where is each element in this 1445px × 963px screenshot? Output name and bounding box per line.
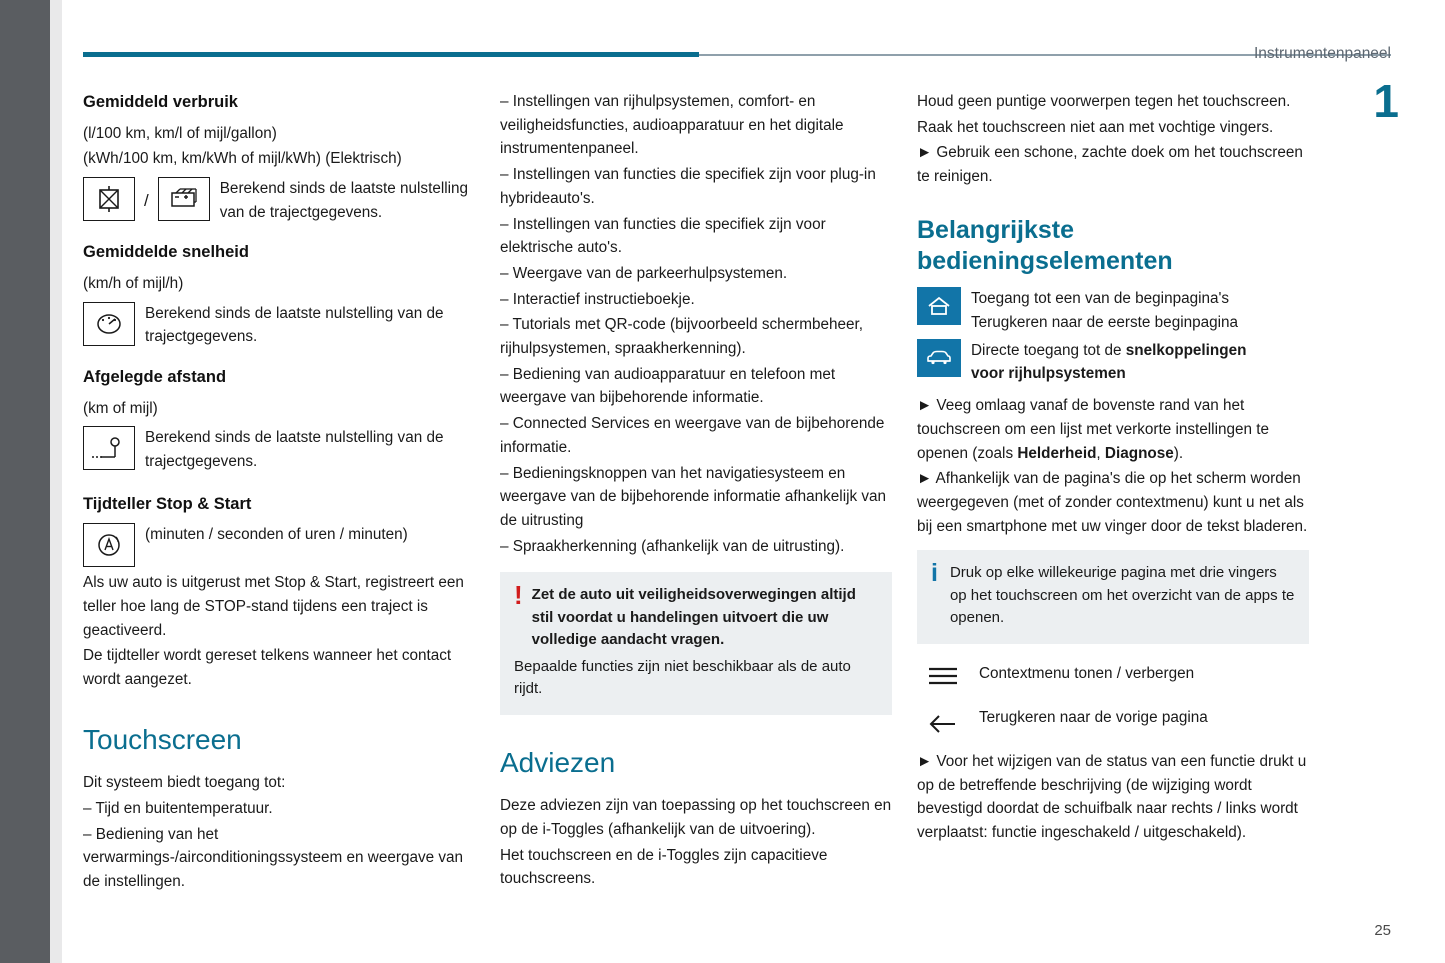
ts-list-item-8: – Bedieningsknoppen van het navigatiesysteem en weergave van de bijbehorende informatie afhankelijk van de uitrusting xyxy=(500,464,887,529)
car-line-2-bold: voor rijhulpsystemen xyxy=(971,365,1126,383)
ts-list-item-9: – Spraakherkenning (afhankelijk van de uitrusting). xyxy=(500,537,845,555)
avg-speed-description: Berekend sinds de laatste nulstelling van de trajectgegevens. xyxy=(145,304,444,346)
context-menu-icon-row xyxy=(917,654,1309,698)
context-menu-label: Contextmenu tonen / verbergen xyxy=(979,664,1195,682)
back-arrow-icon[interactable] xyxy=(917,702,969,746)
car-line-1: Directe toegang tot de xyxy=(971,341,1126,359)
stop-start-icon xyxy=(83,523,135,567)
warning-icon: ! xyxy=(514,580,523,611)
info-icon: i xyxy=(931,559,938,588)
car-shortcut-description xyxy=(971,339,1309,386)
home-line-2: Terugkeren naar de eerste beginpagina xyxy=(971,314,1239,332)
distance-description: Berekend sinds de laatste nulstelling van de trajectgegevens. xyxy=(145,429,444,471)
touchscreen-item-1: – Bediening van het verwarmings-/airconditioningssysteem en weergave van de instellingen. xyxy=(83,825,464,890)
column-one xyxy=(83,90,475,896)
ts-list-item-4: – Interactief instructieboekje. xyxy=(500,290,695,308)
home-icon-row xyxy=(917,287,1309,334)
info-box-text: Druk op elke willekeurige pagina met drie vingers op het touchscreen om het overzicht van de apps te openen. xyxy=(949,564,1295,627)
col3-paragraph-5: ► Afhankelijk van de pagina's die op het scherm worden weergegeven (met of zonder contextmenu) kunt u net als bij een smartphone met uw vinger door de tekst bladeren. xyxy=(917,470,1308,535)
warning-body-text: Bepaalde functies zijn niet beschikbaar als de auto rijdt. xyxy=(514,657,851,698)
warning-bold-text: Zet de auto uit veiligheidsoverwegingen altijd stil voordat u handelingen uitvoert die uw volledige aandacht vragen. xyxy=(531,586,856,649)
touchscreen-item-0: – Tijd en buitentemperatuur. xyxy=(83,799,273,817)
fuel-consumption-icon xyxy=(83,177,135,221)
col3-paragraph-4 xyxy=(917,394,1309,465)
avg-consumption-units-2: (kWh/100 km, km/kWh of mijl/kWh) (Elektrisch) xyxy=(83,150,402,168)
car-shortcut-icon-row xyxy=(917,339,1309,386)
stop-start-description xyxy=(145,523,475,547)
col3-paragraph-3: ► Gebruik een schone, zachte doek om het touchscreen te reinigen. xyxy=(917,144,1303,186)
info-box xyxy=(917,550,1309,644)
adviezen-paragraph-2: Het touchscreen en de i-Toggles zijn capacitieve touchscreens. xyxy=(500,846,828,888)
car-line-1-bold: snelkoppelingen xyxy=(1125,341,1247,359)
heading-stop-start: Tijdteller Stop & Start xyxy=(83,494,252,513)
column-two xyxy=(500,90,892,893)
heading-avg-speed: Gemiddelde snelheid xyxy=(83,243,249,262)
col3-paragraph-2: Raak het touchscreen niet aan met vochtige vingers. xyxy=(917,118,1274,136)
battery-consumption-icon xyxy=(158,177,210,221)
warning-box xyxy=(500,572,892,715)
p4-bold-helderheid: Helderheid xyxy=(1017,444,1097,462)
avg-consumption-description: Berekend sinds de laatste nulstelling van de trajectgegevens. xyxy=(219,179,469,221)
header-rule-accent xyxy=(83,52,699,57)
heading-touchscreen: Touchscreen xyxy=(83,723,242,755)
avg-consumption-icon-row xyxy=(83,177,475,224)
heading-avg-consumption: Gemiddeld verbruik xyxy=(83,93,238,111)
ts-list-item-5: – Tutorials met QR-code (bijvoorbeeld schermbeheer, rijhulpsystemen, spraakherkenning). xyxy=(500,316,864,358)
column-three xyxy=(917,90,1309,847)
distance-traveled-icon xyxy=(83,426,135,470)
speedometer-icon xyxy=(83,302,135,346)
car-icon[interactable] xyxy=(917,339,961,377)
page-number: 25 xyxy=(1374,922,1391,939)
p4-mid: , xyxy=(1096,444,1105,462)
col3-paragraph-6: ► Voor het wijzigen van de status van een functie drukt u op de betreffende beschrijving (de wijziging wordt bevestigd doordat de schuifbalk naar rechts / links wordt verplaatst: functie ingeschakeld / uitgeschakeld). xyxy=(917,752,1307,841)
icon-separator-slash: / xyxy=(144,190,149,210)
adviezen-paragraph-1: Deze adviezen zijn van toepassing op het touchscreen en op de i-Toggles (afhankelijk van de uitvoering). xyxy=(500,797,892,838)
ts-list-item-6: – Bediening van audioapparatuur en telefoon met weergave van bijbehorende informatie. xyxy=(500,365,836,407)
home-line-1: Toegang tot een van de beginpagina's xyxy=(971,290,1230,308)
distance-icon-row xyxy=(83,426,475,473)
back-icon-row xyxy=(917,702,1309,746)
touchscreen-intro: Dit systeem biedt toegang tot: xyxy=(83,774,286,792)
ts-list-item-1: – Instellingen van functies die specifiek zijn voor plug-in hybrideauto's. xyxy=(500,166,876,207)
heading-distance: Afgelegde afstand xyxy=(83,368,227,387)
ts-list-item-7: – Connected Services en weergave van de bijbehorende informatie. xyxy=(500,415,885,456)
back-label: Terugkeren naar de vorige pagina xyxy=(979,708,1208,726)
ts-list-item-3: – Weergave van de parkeerhulpsystemen. xyxy=(500,264,788,282)
p4-bold-diagnose: Diagnose xyxy=(1104,444,1174,462)
avg-speed-icon-row xyxy=(83,302,475,349)
col3-paragraph-1: Houd geen puntige voorwerpen tegen het touchscreen. xyxy=(917,93,1291,110)
stop-start-units: (minuten / seconden of uren / minuten) xyxy=(145,526,408,544)
chapter-number: 1 xyxy=(1373,75,1399,127)
p4-pre: ► Veeg omlaag vanaf de bovenste rand van het touchscreen om een lijst met verkorte instellingen te openen (zoals xyxy=(917,397,1270,462)
ts-list-item-2: – Instellingen van functies die specifiek zijn voor elektrische auto's. xyxy=(500,215,826,257)
p4-post: ). xyxy=(1173,444,1184,462)
header-title: Instrumentenpaneel xyxy=(1253,45,1391,62)
heading-adviezen: Adviezen xyxy=(500,746,616,778)
avg-speed-units: (km/h of mijl/h) xyxy=(83,274,184,292)
stop-start-paragraph-2: De tijdteller wordt gereset telkens wanneer het contact wordt aangezet. xyxy=(83,647,452,689)
stop-start-paragraph-1: Als uw auto is uitgerust met Stop & Start, registreert een teller hoe lang de STOP-stand tijdens een traject is geactiveerd. xyxy=(83,574,464,639)
distance-units: (km of mijl) xyxy=(83,399,158,417)
heading-main-controls: Belangrijkste bedieningselementen xyxy=(917,215,1173,276)
stop-start-icon-row xyxy=(83,523,475,567)
home-icon[interactable] xyxy=(917,287,961,325)
ts-list-item-0: – Instellingen van rijhulpsystemen, comfort- en veiligheidsfuncties, audioapparatuur en het digitale instrumentenpaneel. xyxy=(500,93,844,158)
hamburger-menu-icon[interactable] xyxy=(917,654,969,698)
avg-consumption-units-1: (l/100 km, km/l of mijl/gallon) xyxy=(83,124,277,142)
page-spine-edge xyxy=(50,0,62,963)
home-icon-description xyxy=(971,287,1309,334)
